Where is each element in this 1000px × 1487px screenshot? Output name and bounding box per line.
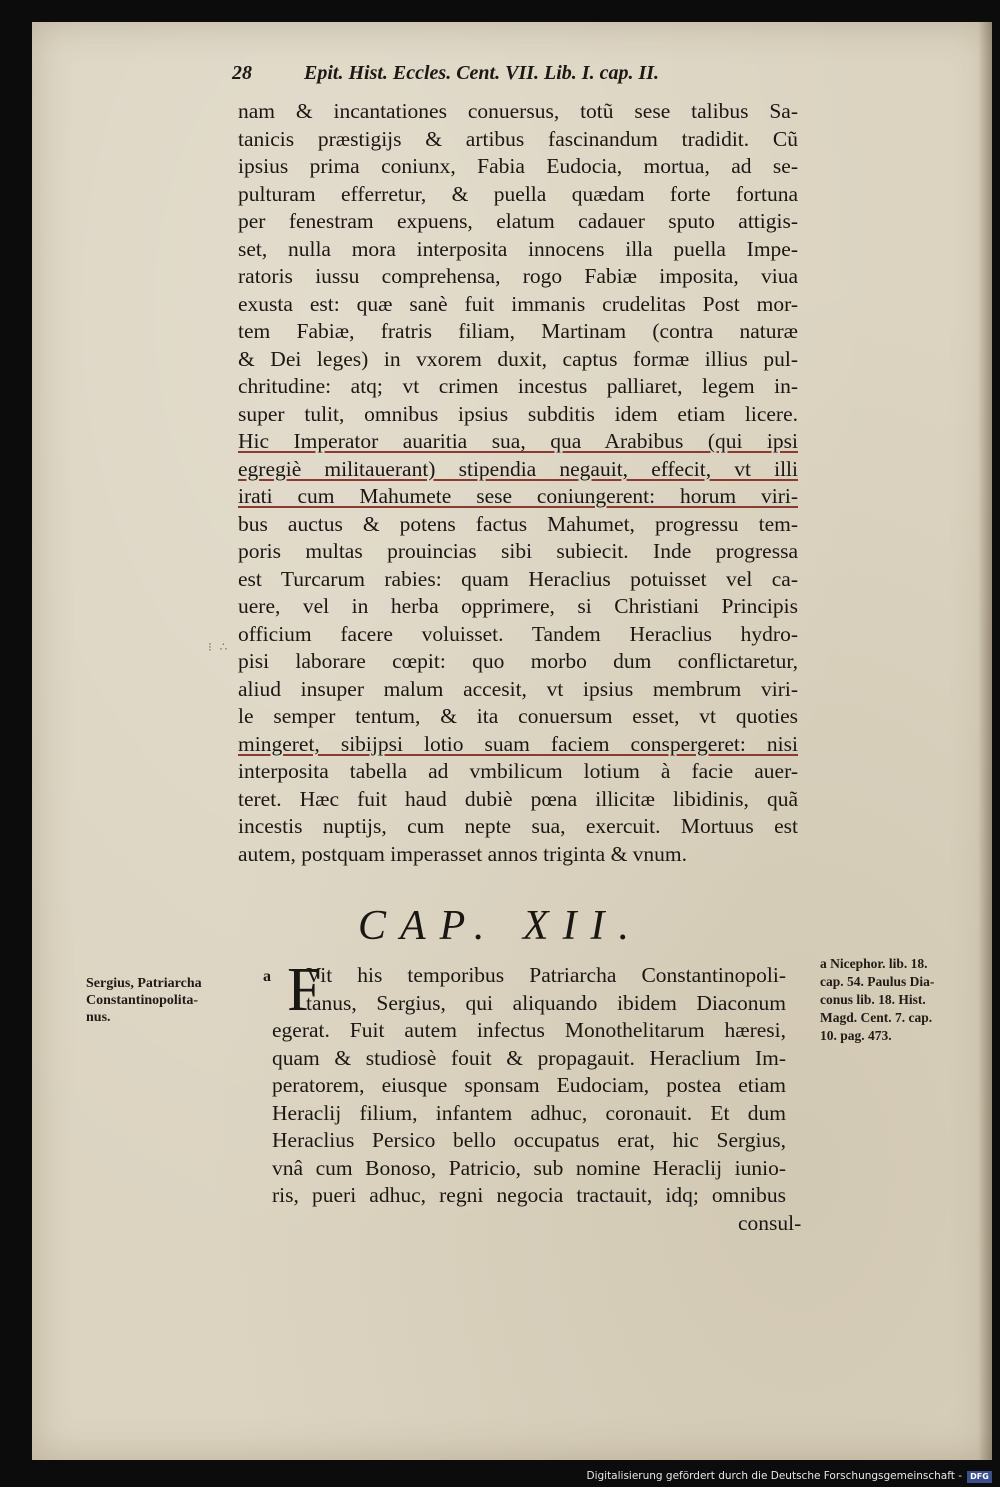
text-line: pulturam efferretur, & puella quædam forte fortuna bbox=[238, 181, 798, 206]
underlined-text-line: irati cum Mahumete sese coniungerent: horum viri- bbox=[238, 484, 798, 508]
right-marginal-note bbox=[820, 955, 980, 1045]
text-line: ipsius prima coniunx, Fabia Eudocia, mortua, ad se- bbox=[238, 154, 798, 178]
text-line: peratorem, eiusque sponsam Eudociam, postea etiam bbox=[272, 1073, 786, 1097]
text-line: tanus, Sergius, qui aliquando ibidem Diaconum bbox=[306, 990, 786, 1015]
main-text-block bbox=[238, 98, 798, 868]
text-line: teret. Hæc fuit haud dubiè pœna illicitæ libidinis, quã bbox=[238, 786, 798, 811]
left-marginal-note bbox=[86, 975, 256, 1026]
marginal-note-line: nus. bbox=[86, 1010, 111, 1025]
text-line: tem Fabiæ, fratris filiam, Martinam (contra naturæ bbox=[238, 319, 798, 343]
text-line: le semper tentum, & ita conuersum esset, vt quoties bbox=[238, 704, 798, 728]
text-line: pisi laborare cœpit: quo morbo dum conflictaretur, bbox=[238, 649, 798, 673]
underlined-text-line: mingeret, sibijpsi lotio suam faciem conspergeret: nisi bbox=[238, 731, 798, 756]
text-line: interposita tabella ad vmbilicum lotium à facie auer- bbox=[238, 759, 798, 783]
text-line: nam & incantationes conuersus, totũ sese talibus Sa- bbox=[238, 99, 798, 123]
footer-bar bbox=[0, 1465, 1000, 1487]
text-line: vnâ cum Bonoso, Patricio, sub nomine Heraclij iunio- bbox=[272, 1155, 786, 1180]
chapter-heading: CAP. XII. bbox=[358, 903, 644, 949]
text-line: quam & studiosè fouit & propagauit. Heraclium Im- bbox=[272, 1045, 786, 1070]
text-line: officium facere voluisset. Tandem Heraclius hydro- bbox=[238, 621, 798, 646]
marginal-note-line: cap. 54. Paulus Dia- bbox=[820, 974, 935, 989]
text-line: tanicis præstigijs & artibus fascinandum tradidit. Cũ bbox=[238, 126, 798, 151]
text-line: egerat. Fuit autem infectus Monothelitarum hæresi, bbox=[272, 1018, 786, 1042]
page-edge-shadow bbox=[978, 22, 992, 1460]
text-line: uere, vel in herba opprimere, si Christiani Principis bbox=[238, 594, 798, 618]
text-line: ratoris iussu comprehensa, rogo Fabiæ imposita, viua bbox=[238, 264, 798, 288]
text-line: super tulit, omnibus ipsius subditis idem etiam licere. bbox=[238, 401, 798, 426]
text-line: per fenestram expuens, elatum cadauer sputo attigis- bbox=[238, 209, 798, 233]
marginal-note-line: 10. pag. 473. bbox=[820, 1028, 892, 1043]
text-line: autem, postquam imperasset annos triginta & vnum. bbox=[238, 841, 688, 866]
marginal-note-line: Constantinopolita- bbox=[86, 993, 199, 1008]
text-line: aliud insuper malum accesit, vt ipsius membrum viri- bbox=[238, 676, 798, 701]
text-line: bus auctus & potens factus Mahumet, progressu tem- bbox=[238, 511, 798, 536]
text-line: exusta est: quæ sanè fuit immanis crudelitas Post mor- bbox=[238, 291, 798, 316]
text-line: Heraclij filium, infantem adhuc, coronauit. Et dum bbox=[272, 1100, 786, 1125]
catchword: consul- bbox=[738, 1211, 802, 1235]
text-line: incestis nuptijs, cum nepte sua, exercuit. Mortuus est bbox=[238, 814, 798, 838]
text-line: ris, pueri adhuc, regni negocia tractauit, idq; omnibus bbox=[272, 1183, 786, 1207]
marginal-note-line: Sergius, Patriarcha bbox=[86, 976, 202, 991]
funding-credit: Digitalisierung gefördert durch die Deutsche Forschungsgemeinschaft - bbox=[586, 1470, 962, 1482]
running-title: Epit. Hist. Eccles. Cent. VII. Lib. I. cap. II. bbox=[304, 62, 660, 84]
underlined-text-line: egregiè militauerant) stipendia negauit, effecit, vt illi bbox=[238, 456, 798, 481]
text-line: Heraclius Persico bello occupatus erat, hic Sergius, bbox=[272, 1128, 786, 1152]
text-line: Vit his temporibus Patriarcha Constantinopoli- bbox=[306, 963, 786, 987]
text-line: poris multas prouincias sibi subiecit. Inde progressa bbox=[238, 539, 798, 563]
page-number: 28 bbox=[232, 62, 252, 84]
dfg-logo-icon[interactable]: DFG bbox=[967, 1471, 992, 1483]
chapter-text-block bbox=[272, 956, 786, 1210]
marginal-note-line: a Nicephor. lib. 18. bbox=[820, 956, 928, 971]
drop-cap: F bbox=[287, 956, 322, 1024]
footnote-marker: a bbox=[263, 968, 271, 985]
marginal-note-line: Magd. Cent. 7. cap. bbox=[820, 1010, 933, 1025]
margin-mark: ⁝ ∴ bbox=[208, 640, 230, 654]
running-header bbox=[232, 62, 659, 85]
text-line: est Turcarum rabies: quam Heraclius potuisset vel ca- bbox=[238, 566, 798, 591]
marginal-note-line: conus lib. 18. Hist. bbox=[820, 992, 926, 1007]
underlined-text-line: Hic Imperator auaritia sua, qua Arabibus (qui ipsi bbox=[238, 429, 798, 453]
text-line: & Dei leges) in vxorem duxit, captus formæ illius pul- bbox=[238, 346, 798, 371]
text-line: chritudine: atq; vt crimen incestus palliaret, legem in- bbox=[238, 374, 798, 398]
text-line: set, nulla mora interposita innocens illa puella Impe- bbox=[238, 236, 798, 261]
